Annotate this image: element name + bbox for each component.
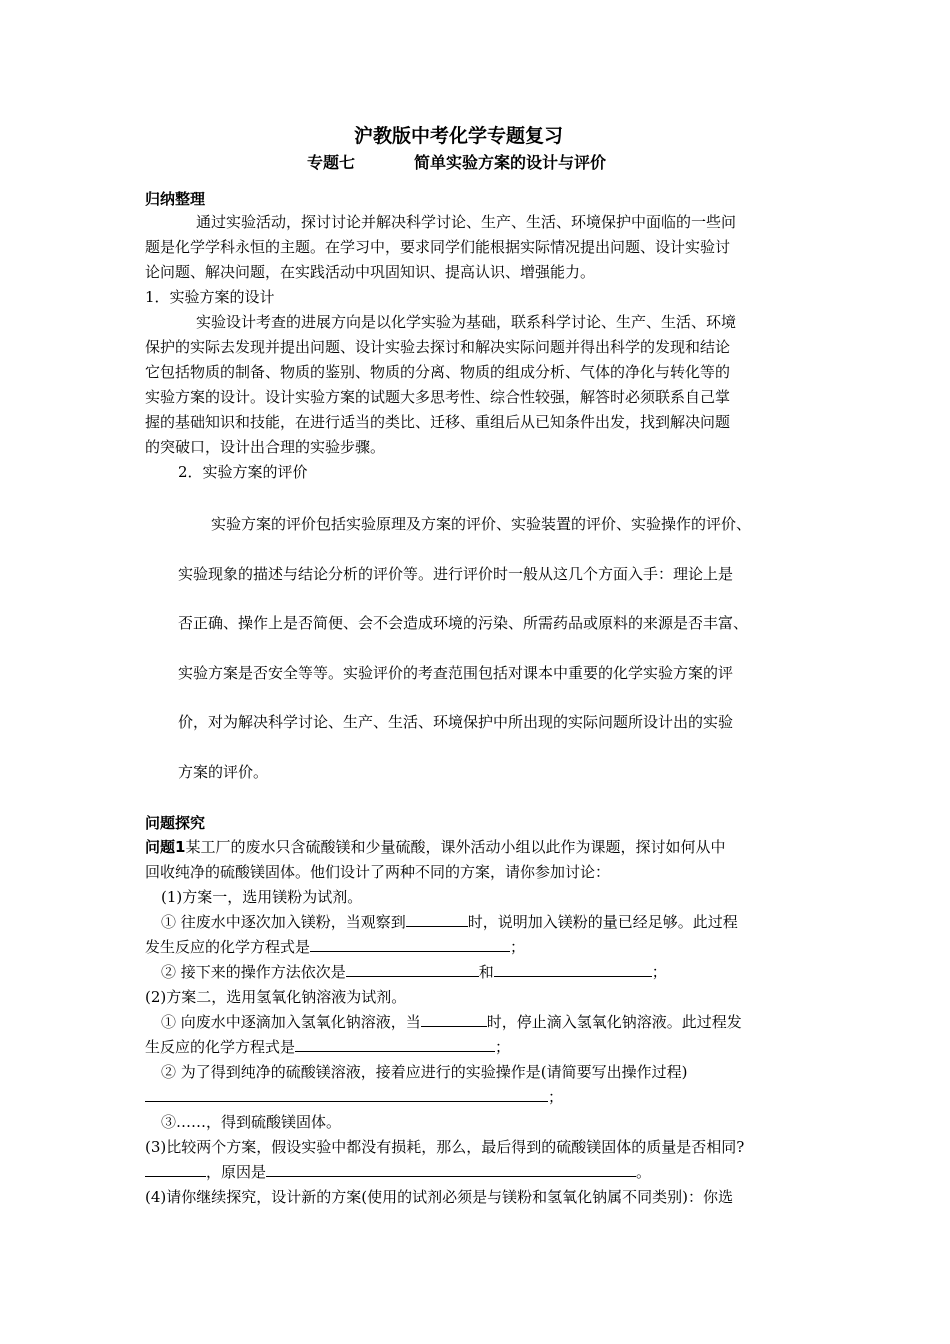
evaluation-line: 否正确、操作上是否简便、会不会造成环境的污染、所需药品或原料的来源是否丰富、	[178, 614, 749, 632]
design-line: 它包括物质的制备、物质的鉴别、物质的分离、物质的组成分析、气体的净化与转化等的	[145, 363, 731, 381]
page-title: 沪教版中考化学专题复习	[354, 125, 564, 147]
question-label: 问题	[145, 838, 176, 856]
question-number: 1	[175, 838, 186, 856]
evaluation-line: 实验方案的评价包括实验原理及方案的评价、实验装置的评价、实验操作的评价、	[211, 515, 752, 533]
evaluation-heading: 2．实验方案的评价	[178, 463, 308, 481]
answer-blank[interactable]	[145, 1086, 548, 1102]
text-span: 和	[478, 963, 494, 981]
evaluation-line: 实验现象的描述与结论分析的评价等。进行评价时一般从这几个方面入手：理论上是	[178, 565, 734, 583]
text-span: 时，说明加入镁粉的量已经足够。此过程	[467, 913, 738, 931]
part-1-step-2	[161, 960, 667, 984]
evaluation-line: 方案的评价。	[178, 763, 269, 781]
design-line: 实验设计考查的进展方向是以化学实验为基础，联系科学讨论、生产、生活、环境	[196, 313, 737, 331]
part-4-line: (4)请你继续探究，设计新的方案(使用的试剂必须是与镁粉和氢氧化钠属不同类别)：你选	[145, 1188, 733, 1206]
evaluation-line: 价，对为解决科学讨论、生产、生活、环境保护中所出现的实际问题所设计出的实验	[178, 713, 734, 731]
answer-blank[interactable]	[295, 1036, 495, 1052]
intro-line: 通过实验活动，探讨讨论并解决科学讨论、生产、生活、环境保护中面临的一些问	[196, 213, 737, 231]
text-span: ；	[548, 1088, 564, 1106]
design-line: 的突破口，设计出合理的实验步骤。	[145, 438, 386, 456]
part-2-step-1-cont	[145, 1035, 510, 1059]
design-line: 握的基础知识和技能，在进行适当的类比、迁移、重组后从已知条件出发，找到解决问题	[145, 413, 731, 431]
part-2-step-1	[161, 1010, 742, 1034]
answer-blank[interactable]	[346, 961, 479, 977]
text-span: 发生反应的化学方程式是	[145, 938, 311, 956]
design-line: 保护的实际去发现并提出问题、设计实验去探讨和解决实际问题并得出科学的发现和结论	[145, 338, 731, 356]
question-text: 某工厂的废水只含硫酸镁和少量硫酸，课外活动小组以此作为课题，探讨如何从中	[185, 838, 726, 856]
intro-line: 论问题、解决问题，在实践活动中巩固知识、提高认识、增强能力。	[145, 263, 596, 281]
answer-blank[interactable]	[266, 1161, 636, 1177]
text-span: 生反应的化学方程式是	[145, 1038, 296, 1056]
section-heading-summary: 归纳整理	[145, 190, 206, 208]
subtitle-topic-name: 简单实验方案的设计与评价	[414, 153, 607, 172]
text-span: ；	[510, 938, 526, 956]
answer-blank[interactable]	[145, 1161, 206, 1177]
part-2-step-2: ② 为了得到纯净的硫酸镁溶液，接着应进行的实验操作是(请简要写出操作过程)	[161, 1063, 688, 1081]
answer-blank[interactable]	[421, 1011, 487, 1027]
part-3-line: (3)比较两个方案，假设实验中都没有损耗，那么，最后得到的硫酸镁固体的质量是否相同?	[145, 1138, 745, 1156]
answer-blank[interactable]	[494, 961, 652, 977]
part-2-step-2-answer	[145, 1085, 563, 1109]
answer-blank[interactable]	[406, 911, 468, 927]
part-1-heading: (1)方案一，选用镁粉为试剂。	[161, 888, 363, 906]
part-1-step-1-cont	[145, 935, 525, 959]
design-line: 实验方案的设计。设计实验方案的试题大多思考性、综合性较强，解答时必须联系自己掌	[145, 388, 731, 406]
text-span: ，原因是	[206, 1163, 267, 1181]
part-2-step-3: ③……，得到硫酸镁固体。	[161, 1113, 342, 1131]
design-heading: 1．实验方案的设计	[145, 288, 275, 306]
question-1-line: 回收纯净的硫酸镁固体。他们设计了两种不同的方案，请你参加讨论：	[145, 863, 611, 881]
section-heading-exploration: 问题探究	[145, 814, 206, 832]
text-span: 时，停止滴入氢氧化钠溶液。此过程发	[486, 1013, 742, 1031]
text-span: ① 往废水中逐次加入镁粉，当观察到	[161, 913, 406, 931]
subtitle-topic-number: 专题七	[307, 153, 356, 172]
part-3-answer	[145, 1160, 651, 1184]
text-span: ② 接下来的操作方法依次是	[161, 963, 346, 981]
text-span: 。	[636, 1163, 652, 1181]
text-span: ；	[651, 963, 667, 981]
part-2-heading: (2)方案二，选用氢氧化钠溶液为试剂。	[145, 988, 407, 1006]
intro-line: 题是化学学科永恒的主题。在学习中，要求同学们能根据实际情况提出问题、设计实验讨	[145, 238, 731, 256]
answer-blank[interactable]	[310, 936, 510, 952]
part-1-step-1	[161, 910, 738, 934]
text-span: ；	[495, 1038, 511, 1056]
question-1-line	[145, 835, 725, 859]
text-span: ① 向废水中逐滴加入氢氧化钠溶液，当	[161, 1013, 421, 1031]
evaluation-line: 实验方案是否安全等等。实验评价的考查范围包括对课本中重要的化学实验方案的评	[178, 664, 734, 682]
